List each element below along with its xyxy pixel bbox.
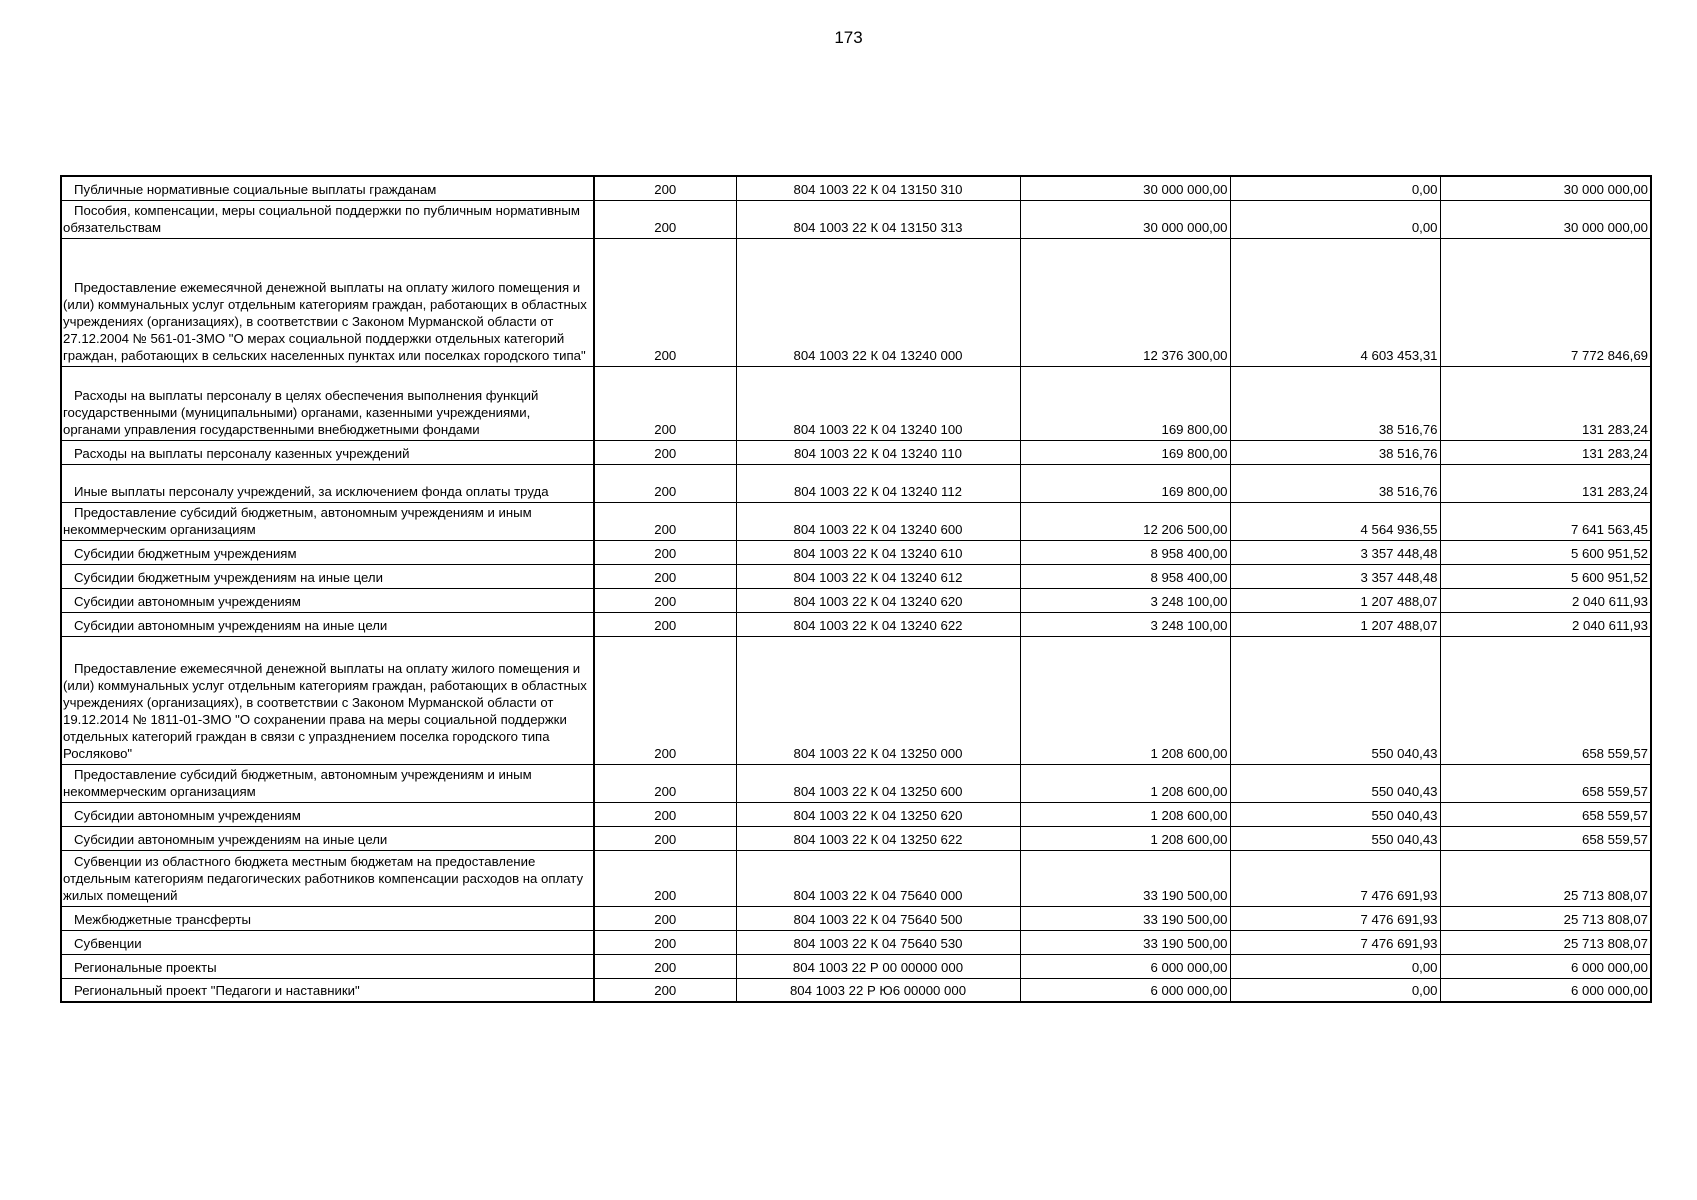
row-admin-code — [594, 176, 736, 200]
row-name — [61, 906, 594, 930]
row-budget-code-text: 804 1003 22 К 04 13150 313 — [793, 219, 963, 235]
row-admin-code-text: 200 — [654, 181, 677, 197]
row-executed-amount — [1230, 540, 1440, 564]
row-name — [61, 200, 594, 238]
row-budget-code-text: 804 1003 22 К 04 13240 610 — [793, 545, 963, 561]
row-name-text: Публичные нормативные социальные выплаты гражданам — [74, 181, 437, 197]
row-budget-code — [736, 540, 1020, 564]
row-name — [61, 826, 594, 850]
row-approved-amount-text: 169 800,00 — [1161, 445, 1228, 461]
row-admin-code — [594, 954, 736, 978]
row-approved-amount-text: 33 190 500,00 — [1143, 911, 1228, 927]
row-approved-amount — [1020, 954, 1230, 978]
row-budget-code — [736, 238, 1020, 366]
row-approved-amount — [1020, 540, 1230, 564]
row-approved-amount — [1020, 200, 1230, 238]
row-name — [61, 238, 594, 366]
table-row — [61, 502, 1651, 540]
row-budget-code-text: 804 1003 22 К 04 75640 530 — [793, 935, 963, 951]
row-executed-amount-text: 550 040,43 — [1371, 745, 1438, 761]
row-admin-code-text: 200 — [654, 783, 677, 799]
table-row — [61, 588, 1651, 612]
row-approved-amount — [1020, 502, 1230, 540]
row-name — [61, 366, 594, 440]
row-executed-amount — [1230, 764, 1440, 802]
row-executed-amount-text: 0,00 — [1411, 219, 1438, 235]
row-approved-amount-text: 3 248 100,00 — [1150, 593, 1228, 609]
row-admin-code-text: 200 — [654, 959, 677, 975]
table-row — [61, 200, 1651, 238]
row-executed-amount — [1230, 564, 1440, 588]
row-approved-amount — [1020, 906, 1230, 930]
row-name — [61, 954, 594, 978]
row-remaining-amount — [1440, 954, 1651, 978]
row-name-text: Региональные проекты — [74, 959, 217, 975]
row-budget-code — [736, 930, 1020, 954]
row-executed-amount — [1230, 366, 1440, 440]
row-executed-amount-text: 1 207 488,07 — [1360, 617, 1438, 633]
table-row — [61, 612, 1651, 636]
row-name-text: Расходы на выплаты персоналу казенных учреждений — [74, 445, 410, 461]
row-admin-code-text: 200 — [654, 593, 677, 609]
row-remaining-amount-text: 6 000 000,00 — [1570, 983, 1648, 998]
table-row — [61, 636, 1651, 764]
row-executed-amount-text: 550 040,43 — [1371, 807, 1438, 823]
row-remaining-amount-text: 658 559,57 — [1581, 783, 1648, 799]
table-row — [61, 764, 1651, 802]
row-admin-code-text: 200 — [654, 569, 677, 585]
row-executed-amount — [1230, 464, 1440, 502]
row-budget-code-text: 804 1003 22 Р Ю6 00000 000 — [789, 983, 967, 998]
row-admin-code — [594, 440, 736, 464]
row-admin-code — [594, 826, 736, 850]
row-executed-amount — [1230, 802, 1440, 826]
row-approved-amount-text: 30 000 000,00 — [1143, 181, 1228, 197]
page-number: 173 — [834, 28, 863, 47]
row-admin-code — [594, 502, 736, 540]
row-remaining-amount-text: 25 713 808,07 — [1563, 887, 1648, 903]
row-name — [61, 612, 594, 636]
row-remaining-amount — [1440, 200, 1651, 238]
row-approved-amount-text: 6 000 000,00 — [1150, 959, 1228, 975]
row-admin-code — [594, 636, 736, 764]
row-admin-code-text: 200 — [654, 219, 677, 235]
row-remaining-amount — [1440, 978, 1651, 1002]
row-remaining-amount-text: 131 283,24 — [1581, 445, 1648, 461]
row-approved-amount-text: 6 000 000,00 — [1150, 983, 1228, 998]
row-budget-code — [736, 502, 1020, 540]
row-admin-code — [594, 540, 736, 564]
row-executed-amount-text: 3 357 448,48 — [1360, 569, 1438, 585]
row-executed-amount-text: 1 207 488,07 — [1360, 593, 1438, 609]
row-approved-amount-text: 1 208 600,00 — [1150, 745, 1228, 761]
budget-table-body — [61, 176, 1651, 1002]
row-name-text: Расходы на выплаты персоналу в целях обеспечения выполнения функций государственными (муниципальными) органами, казенными учреждениями, органами управления государственными внебюджетными фондами — [63, 387, 539, 437]
row-executed-amount — [1230, 826, 1440, 850]
table-row — [61, 440, 1651, 464]
row-executed-amount-text: 550 040,43 — [1371, 831, 1438, 847]
row-executed-amount-text: 3 357 448,48 — [1360, 545, 1438, 561]
row-approved-amount-text: 30 000 000,00 — [1143, 219, 1228, 235]
row-admin-code — [594, 850, 736, 906]
row-budget-code-text: 804 1003 22 К 04 13250 620 — [793, 807, 963, 823]
row-name-text: Предоставление ежемесячной денежной выплаты на оплату жилого помещения и (или) коммунальных услуг отдельным категориям граждан, работающих в областных учреждениях (организациях), в соответствии с Законом Мурманской области от 27.12.2004 № 561-01-ЗМО "О мерах социальной поддержки отдельных категорий граждан, работающих в сельских населенных пунктах или поселках городского типа" — [63, 279, 587, 363]
row-name-text: Субсидии автономным учреждениям на иные цели — [74, 831, 388, 847]
table-row — [61, 826, 1651, 850]
row-executed-amount-text: 0,00 — [1411, 181, 1438, 197]
row-budget-code — [736, 564, 1020, 588]
row-approved-amount — [1020, 764, 1230, 802]
table-row — [61, 906, 1651, 930]
row-budget-code-text: 804 1003 22 К 04 13240 600 — [793, 521, 963, 537]
table-row — [61, 540, 1651, 564]
row-remaining-amount-text: 7 641 563,45 — [1570, 521, 1648, 537]
row-approved-amount — [1020, 978, 1230, 1002]
row-approved-amount — [1020, 176, 1230, 200]
row-name-text: Субсидии автономным учреждениям — [74, 807, 301, 823]
row-remaining-amount — [1440, 440, 1651, 464]
table-row — [61, 238, 1651, 366]
row-name — [61, 588, 594, 612]
row-executed-amount — [1230, 176, 1440, 200]
row-name-text: Субсидии автономным учреждениям на иные цели — [74, 617, 388, 633]
row-admin-code-text: 200 — [654, 807, 677, 823]
row-remaining-amount-text: 7 772 846,69 — [1570, 347, 1648, 363]
row-executed-amount-text: 38 516,76 — [1378, 445, 1438, 461]
row-budget-code-text: 804 1003 22 К 04 13240 620 — [793, 593, 963, 609]
row-remaining-amount-text: 5 600 951,52 — [1570, 545, 1648, 561]
row-approved-amount — [1020, 636, 1230, 764]
row-budget-code-text: 804 1003 22 К 04 13150 310 — [793, 181, 963, 197]
row-approved-amount-text: 169 800,00 — [1161, 421, 1228, 437]
row-budget-code-text: 804 1003 22 К 04 13250 622 — [793, 831, 963, 847]
row-budget-code — [736, 850, 1020, 906]
row-remaining-amount — [1440, 238, 1651, 366]
row-budget-code-text: 804 1003 22 К 04 13240 612 — [793, 569, 963, 585]
row-admin-code-text: 200 — [654, 831, 677, 847]
row-name-text: Субсидии бюджетным учреждениям — [74, 545, 297, 561]
row-executed-amount-text: 550 040,43 — [1371, 783, 1438, 799]
row-remaining-amount — [1440, 826, 1651, 850]
row-name-text: Субсидии автономным учреждениям — [74, 593, 301, 609]
row-admin-code — [594, 588, 736, 612]
row-remaining-amount-text: 658 559,57 — [1581, 745, 1648, 761]
table-row — [61, 850, 1651, 906]
row-executed-amount-text: 7 476 691,93 — [1360, 887, 1438, 903]
row-remaining-amount — [1440, 612, 1651, 636]
row-budget-code — [736, 176, 1020, 200]
row-budget-code — [736, 826, 1020, 850]
row-executed-amount — [1230, 440, 1440, 464]
row-budget-code — [736, 200, 1020, 238]
row-budget-code — [736, 612, 1020, 636]
row-name-text: Межбюджетные трансферты — [74, 911, 251, 927]
row-approved-amount — [1020, 564, 1230, 588]
row-executed-amount — [1230, 636, 1440, 764]
row-budget-code — [736, 764, 1020, 802]
row-budget-code-text: 804 1003 22 К 04 75640 500 — [793, 911, 963, 927]
row-remaining-amount-text: 5 600 951,52 — [1570, 569, 1648, 585]
row-remaining-amount — [1440, 366, 1651, 440]
row-approved-amount — [1020, 850, 1230, 906]
row-executed-amount — [1230, 502, 1440, 540]
row-admin-code-text: 200 — [654, 521, 677, 537]
row-executed-amount — [1230, 954, 1440, 978]
row-admin-code-text: 200 — [654, 347, 677, 363]
row-name — [61, 764, 594, 802]
row-budget-code-text: 804 1003 22 К 04 13240 100 — [793, 421, 963, 437]
row-admin-code — [594, 464, 736, 502]
row-name-text: Предоставление субсидий бюджетным, автономным учреждениям и иным некоммерческим организациям — [63, 766, 532, 799]
row-remaining-amount-text: 25 713 808,07 — [1563, 935, 1648, 951]
row-approved-amount — [1020, 826, 1230, 850]
row-remaining-amount — [1440, 502, 1651, 540]
row-approved-amount-text: 3 248 100,00 — [1150, 617, 1228, 633]
table-row — [61, 176, 1651, 200]
row-executed-amount-text: 38 516,76 — [1378, 483, 1438, 499]
row-budget-code — [736, 588, 1020, 612]
row-remaining-amount — [1440, 930, 1651, 954]
row-remaining-amount — [1440, 588, 1651, 612]
row-budget-code — [736, 954, 1020, 978]
row-remaining-amount — [1440, 636, 1651, 764]
row-approved-amount-text: 8 958 400,00 — [1150, 569, 1228, 585]
row-budget-code-text: 804 1003 22 К 04 13240 110 — [793, 445, 963, 461]
row-admin-code-text: 200 — [654, 887, 677, 903]
row-budget-code-text: 804 1003 22 К 04 13240 622 — [793, 617, 963, 633]
row-admin-code — [594, 366, 736, 440]
row-admin-code-text: 200 — [654, 911, 677, 927]
row-remaining-amount-text: 131 283,24 — [1581, 421, 1648, 437]
row-budget-code — [736, 366, 1020, 440]
row-name-text: Предоставление субсидий бюджетным, автономным учреждениям и иным некоммерческим организациям — [63, 504, 532, 537]
row-approved-amount — [1020, 612, 1230, 636]
row-remaining-amount — [1440, 850, 1651, 906]
row-approved-amount-text: 33 190 500,00 — [1143, 887, 1228, 903]
table-row — [61, 930, 1651, 954]
row-admin-code — [594, 906, 736, 930]
row-executed-amount-text: 7 476 691,93 — [1360, 911, 1438, 927]
row-admin-code-text: 200 — [654, 935, 677, 951]
row-approved-amount — [1020, 464, 1230, 502]
table-row — [61, 954, 1651, 978]
row-name — [61, 440, 594, 464]
row-name-text: Региональный проект "Педагоги и наставники" — [74, 983, 360, 998]
row-approved-amount-text: 8 958 400,00 — [1150, 545, 1228, 561]
row-name-text: Субвенции из областного бюджета местным бюджетам на предоставление отдельным категориям педагогических работников компенсации расходов на оплату жилых помещений — [63, 853, 584, 903]
table-row — [61, 802, 1651, 826]
row-name — [61, 540, 594, 564]
row-remaining-amount-text: 6 000 000,00 — [1570, 959, 1648, 975]
row-approved-amount — [1020, 440, 1230, 464]
row-budget-code-text: 804 1003 22 К 04 13240 112 — [793, 483, 963, 499]
row-admin-code-text: 200 — [654, 983, 677, 998]
row-approved-amount-text: 169 800,00 — [1161, 483, 1228, 499]
row-executed-amount — [1230, 588, 1440, 612]
table-row — [61, 366, 1651, 440]
row-budget-code — [736, 802, 1020, 826]
row-admin-code-text: 200 — [654, 421, 677, 437]
row-admin-code — [594, 802, 736, 826]
row-remaining-amount-text: 2 040 611,93 — [1571, 593, 1648, 609]
row-admin-code — [594, 564, 736, 588]
row-approved-amount-text: 12 206 500,00 — [1143, 521, 1228, 537]
row-approved-amount-text: 1 208 600,00 — [1150, 807, 1228, 823]
row-executed-amount-text: 4 603 453,31 — [1360, 347, 1438, 363]
table-row — [61, 978, 1651, 1002]
row-executed-amount — [1230, 850, 1440, 906]
row-approved-amount-text: 1 208 600,00 — [1150, 783, 1228, 799]
row-remaining-amount-text: 30 000 000,00 — [1563, 181, 1648, 197]
row-name — [61, 850, 594, 906]
table-row — [61, 564, 1651, 588]
row-admin-code — [594, 200, 736, 238]
row-executed-amount-text: 0,00 — [1411, 959, 1438, 975]
row-budget-code-text: 804 1003 22 К 04 13250 000 — [793, 745, 963, 761]
row-name — [61, 176, 594, 200]
row-admin-code-text: 200 — [654, 483, 677, 499]
row-executed-amount-text: 38 516,76 — [1378, 421, 1438, 437]
row-name — [61, 464, 594, 502]
row-budget-code — [736, 636, 1020, 764]
row-budget-code-text: 804 1003 22 К 04 75640 000 — [793, 887, 963, 903]
row-approved-amount-text: 1 208 600,00 — [1150, 831, 1228, 847]
row-name — [61, 802, 594, 826]
row-remaining-amount — [1440, 564, 1651, 588]
row-name-text: Субвенции — [74, 935, 142, 951]
row-admin-code — [594, 612, 736, 636]
row-approved-amount — [1020, 930, 1230, 954]
row-name-text: Иные выплаты персоналу учреждений, за исключением фонда оплаты труда — [74, 483, 549, 499]
row-remaining-amount — [1440, 540, 1651, 564]
row-name — [61, 636, 594, 764]
row-executed-amount — [1230, 238, 1440, 366]
row-approved-amount-text: 33 190 500,00 — [1143, 935, 1228, 951]
row-remaining-amount-text: 658 559,57 — [1581, 807, 1648, 823]
budget-table — [60, 175, 1652, 1003]
row-executed-amount — [1230, 906, 1440, 930]
row-executed-amount-text: 0,00 — [1411, 983, 1438, 998]
row-budget-code-text: 804 1003 22 К 04 13250 600 — [793, 783, 963, 799]
row-admin-code-text: 200 — [654, 445, 677, 461]
row-admin-code — [594, 764, 736, 802]
row-executed-amount-text: 4 564 936,55 — [1360, 521, 1438, 537]
row-name — [61, 564, 594, 588]
row-remaining-amount — [1440, 464, 1651, 502]
row-executed-amount — [1230, 930, 1440, 954]
row-approved-amount — [1020, 238, 1230, 366]
row-admin-code — [594, 978, 736, 1002]
row-admin-code — [594, 930, 736, 954]
row-budget-code — [736, 906, 1020, 930]
row-remaining-amount-text: 2 040 611,93 — [1571, 617, 1648, 633]
row-budget-code-text: 804 1003 22 К 04 13240 000 — [793, 347, 963, 363]
row-name-text: Пособия, компенсации, меры социальной поддержки по публичным нормативным обязательствам — [63, 202, 580, 235]
row-executed-amount — [1230, 200, 1440, 238]
row-budget-code — [736, 978, 1020, 1002]
row-approved-amount — [1020, 366, 1230, 440]
row-approved-amount — [1020, 588, 1230, 612]
row-budget-code — [736, 440, 1020, 464]
row-remaining-amount-text: 658 559,57 — [1581, 831, 1648, 847]
row-executed-amount-text: 7 476 691,93 — [1360, 935, 1438, 951]
row-remaining-amount — [1440, 906, 1651, 930]
row-admin-code — [594, 238, 736, 366]
row-name-text: Субсидии бюджетным учреждениям на иные цели — [74, 569, 383, 585]
row-remaining-amount — [1440, 764, 1651, 802]
row-budget-code-text: 804 1003 22 Р 00 00000 000 — [792, 959, 964, 975]
row-admin-code-text: 200 — [654, 545, 677, 561]
row-remaining-amount-text: 131 283,24 — [1581, 483, 1648, 499]
row-executed-amount — [1230, 612, 1440, 636]
row-executed-amount — [1230, 978, 1440, 1002]
row-budget-code — [736, 464, 1020, 502]
row-approved-amount — [1020, 802, 1230, 826]
row-admin-code-text: 200 — [654, 617, 677, 633]
row-remaining-amount — [1440, 802, 1651, 826]
row-remaining-amount-text: 30 000 000,00 — [1563, 219, 1648, 235]
row-remaining-amount — [1440, 176, 1651, 200]
row-admin-code-text: 200 — [654, 745, 677, 761]
row-approved-amount-text: 12 376 300,00 — [1143, 347, 1228, 363]
row-name-text: Предоставление ежемесячной денежной выплаты на оплату жилого помещения и (или) коммунальных услуг отдельным категориям граждан, работающих в областных учреждениях (организациях), в соответствии с Законом Мурманской области от 19.12.2014 № 1811-01-ЗМО "О сохранении права на меры социальной поддержки отдельных категорий граждан в связи с упразднением поселка городского типа Росляково" — [63, 660, 587, 761]
row-name — [61, 930, 594, 954]
table-row — [61, 464, 1651, 502]
row-name — [61, 978, 594, 1002]
row-name — [61, 502, 594, 540]
row-remaining-amount-text: 25 713 808,07 — [1563, 911, 1648, 927]
